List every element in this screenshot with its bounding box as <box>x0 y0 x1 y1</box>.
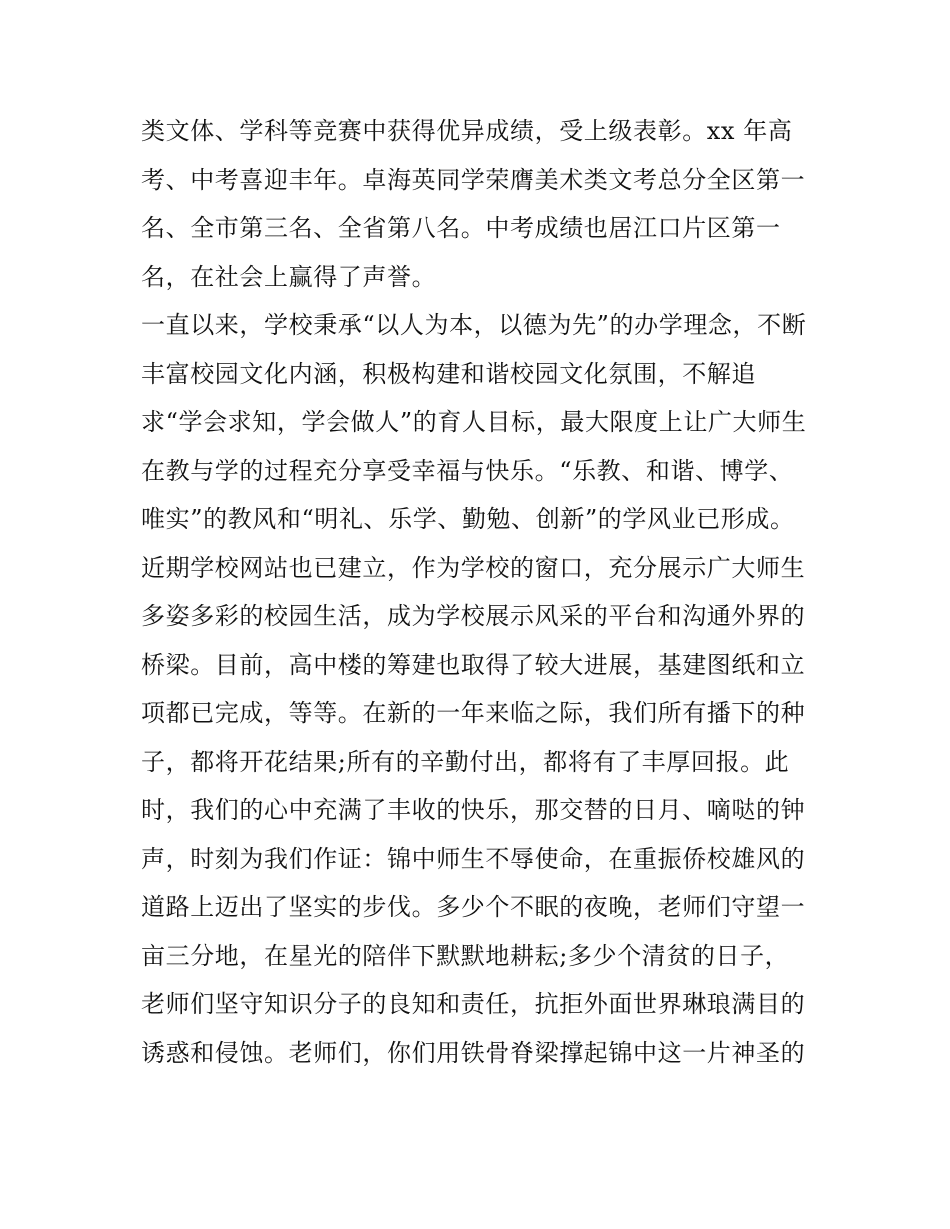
text-line: 一直以来，学校秉承“以人为本，以德为先”的办学理念，不断 <box>141 311 807 339</box>
text-line: 多姿多彩的校园生活，成为学校展示风采的平台和沟通外界的 <box>141 602 806 630</box>
text-line: 名，在社会上赢得了声誉。 <box>141 262 437 291</box>
text-line: 老师们坚守知识分子的良知和责任，抗拒外面世界琳琅满目的 <box>141 990 806 1018</box>
text-line: 考、中考喜迎丰年。卓海英同学荣膺美术类文考总分全区第一 <box>141 165 806 194</box>
text-line: 求“学会求知，学会做人”的育人目标，最大限度上让广大师生 <box>141 408 807 436</box>
text-line: 桥梁。目前，高中楼的筹建也取得了较大进展，基建图纸和立 <box>141 650 806 679</box>
text-line: 子，都将开花结果;所有的辛勤付出，都将有了丰厚回报。此 <box>141 747 790 776</box>
text-line: 亩三分地，在星光的陪伴下默默地耕耘;多少个清贫的日子， <box>141 941 790 970</box>
text-line: 诱惑和侵蚀。老师们，你们用铁骨脊梁撑起锦中这一片神圣的 <box>141 1038 806 1067</box>
text-line: 时，我们的心中充满了丰收的快乐，那交替的日月、嘀哒的钟 <box>141 796 806 824</box>
text-line: 类文体、学科等竞赛中获得优异成绩，受上级表彰。xx 年高 <box>141 117 793 145</box>
text-line: 声，时刻为我们作证：锦中师生不辱使命，在重振侨校雄风的 <box>141 844 806 873</box>
text-line: 名、全市第三名、全省第八名。中考成绩也居江口片区第一 <box>141 214 781 242</box>
text-line: 唯实”的教风和“明礼、乐学、勤勉、创新”的学风业已形成。 <box>141 505 795 533</box>
text-line: 近期学校网站也已建立，作为学校的窗口，充分展示广大师生 <box>141 553 806 582</box>
text-line: 项都已完成，等等。在新的一年来临之际，我们所有播下的种 <box>141 699 806 727</box>
text-line: 丰富校园文化内涵，积极构建和谐校园文化氛围，不解追 <box>141 359 756 388</box>
body-text <box>141 107 821 1077</box>
text-line: 在教与学的过程充分享受幸福与快乐。“乐教、和谐、博学、 <box>141 456 794 485</box>
text-line: 道路上迈出了坚实的步伐。多少个不眠的夜晚，老师们守望一 <box>141 893 806 921</box>
